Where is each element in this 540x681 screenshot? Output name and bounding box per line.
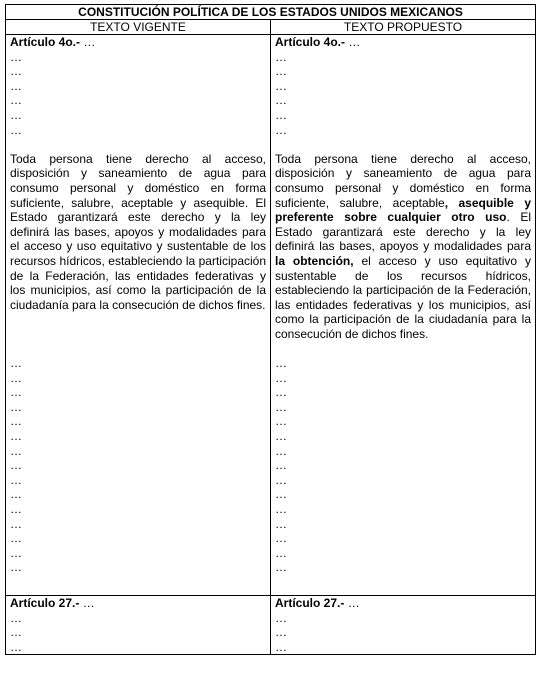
ellipsis: …	[275, 502, 287, 516]
ellipsis: …	[275, 93, 287, 108]
ellipsis-group	[10, 50, 266, 138]
ellipsis: …	[275, 639, 287, 654]
ellipsis: …	[10, 107, 22, 122]
ellipsis: …	[10, 49, 22, 64]
document-title: CONSTITUCIÓN POLÍTICA DE LOS ESTADOS UNIDOS MEXICANOS	[6, 5, 536, 20]
vigente-paragraph: Toda persona tiene derecho al acceso, disposición y saneamiento de agua para consumo personal y doméstico en forma suficiente, salubre, aceptable y asequible. El Estado garantizará este derecho y la ley definirá las bases, apoyos y modalidades para el acceso y uso equitativo y sustentable de los recursos hídricos, estableciendo la participación de la Federación, las entidades federativas y los municipios, así como la participación de la ciudadanía para la consecución de dichos fines.	[10, 151, 266, 312]
ellipsis-group	[10, 356, 266, 575]
ellipsis: …	[10, 122, 22, 137]
ellipsis: …	[275, 356, 287, 371]
column-header-propuesto: TEXTO PROPUESTO	[271, 20, 536, 35]
ellipsis: …	[10, 385, 22, 400]
ellipsis: …	[275, 49, 287, 64]
ellipsis: …	[10, 502, 22, 516]
ellipsis: …	[10, 487, 22, 502]
ellipsis: …	[10, 472, 22, 487]
ellipsis: …	[275, 429, 287, 444]
ellipsis: …	[10, 414, 22, 429]
ellipsis: …	[10, 625, 22, 640]
ellipsis: …	[83, 35, 96, 49]
article-27-label: Artículo 27.-	[10, 596, 80, 610]
article-4-row	[6, 35, 536, 596]
comparison-table	[5, 4, 536, 655]
ellipsis: …	[275, 487, 287, 502]
article-27-row	[6, 596, 536, 655]
vigente-article-27-cell	[6, 596, 271, 655]
ellipsis: …	[10, 458, 22, 473]
ellipsis: …	[348, 35, 361, 49]
propuesto-text-part3: el acceso y uso equitativo y sustentable de los recursos hídricos, estableciendo la participación de la Federación, las entidades federativas y los municipios, así como la participación de la ciudadanía para la consecución de dichos fines.	[275, 253, 531, 341]
ellipsis: …	[275, 78, 287, 93]
ellipsis: …	[275, 610, 287, 625]
ellipsis: …	[275, 545, 287, 560]
ellipsis: …	[10, 516, 22, 531]
propuesto-text-part1: Toda persona tiene derecho al acceso, disposición y saneamiento de agua para consumo personal y doméstico en forma suficiente, salubre, aceptable	[275, 151, 531, 210]
ellipsis-group	[10, 611, 266, 655]
ellipsis: …	[275, 107, 287, 122]
ellipsis-group	[275, 611, 531, 655]
ellipsis: …	[10, 93, 22, 108]
article-27-label: Artículo 27.-	[275, 596, 345, 610]
ellipsis: …	[275, 531, 287, 546]
article-4-label: Artículo 4o.-	[10, 35, 81, 49]
propuesto-text-part2: . El Estado garantizará este derecho y la ley definirá las bases, apoyos y modalidades para	[275, 210, 531, 254]
ellipsis: …	[275, 370, 287, 385]
ellipsis: …	[10, 429, 22, 444]
ellipsis: …	[10, 399, 22, 414]
ellipsis: …	[275, 625, 287, 640]
propuesto-bold-addition-1: , asequible y preferente sobre cualquier otro uso	[275, 195, 531, 225]
ellipsis: …	[10, 356, 22, 371]
ellipsis: …	[10, 443, 22, 458]
ellipsis: …	[10, 370, 22, 385]
ellipsis: …	[10, 639, 22, 654]
ellipsis: …	[10, 64, 22, 79]
header-row	[6, 20, 536, 35]
vigente-article-4-cell	[6, 35, 271, 596]
column-header-vigente: TEXTO VIGENTE	[6, 20, 271, 35]
ellipsis: …	[275, 472, 287, 487]
ellipsis-group	[275, 50, 531, 138]
ellipsis: …	[347, 596, 360, 610]
propuesto-paragraph	[275, 152, 531, 342]
propuesto-article-27-cell	[271, 596, 536, 655]
title-row	[6, 5, 536, 20]
ellipsis: …	[10, 610, 22, 625]
ellipsis: …	[10, 78, 22, 93]
ellipsis-group	[275, 356, 531, 575]
ellipsis: …	[10, 545, 22, 560]
ellipsis: …	[275, 385, 287, 400]
ellipsis: …	[82, 596, 95, 610]
ellipsis: …	[10, 560, 22, 575]
ellipsis: …	[275, 516, 287, 531]
ellipsis: …	[10, 531, 22, 546]
ellipsis: …	[275, 560, 287, 575]
propuesto-bold-addition-2: la obtención,	[275, 253, 354, 268]
ellipsis: …	[275, 122, 287, 137]
ellipsis: …	[275, 414, 287, 429]
ellipsis: …	[275, 399, 287, 414]
propuesto-article-4-cell	[271, 35, 536, 596]
article-4-label: Artículo 4o.-	[275, 35, 346, 49]
ellipsis: …	[275, 64, 287, 79]
ellipsis: …	[275, 458, 287, 473]
ellipsis: …	[275, 443, 287, 458]
